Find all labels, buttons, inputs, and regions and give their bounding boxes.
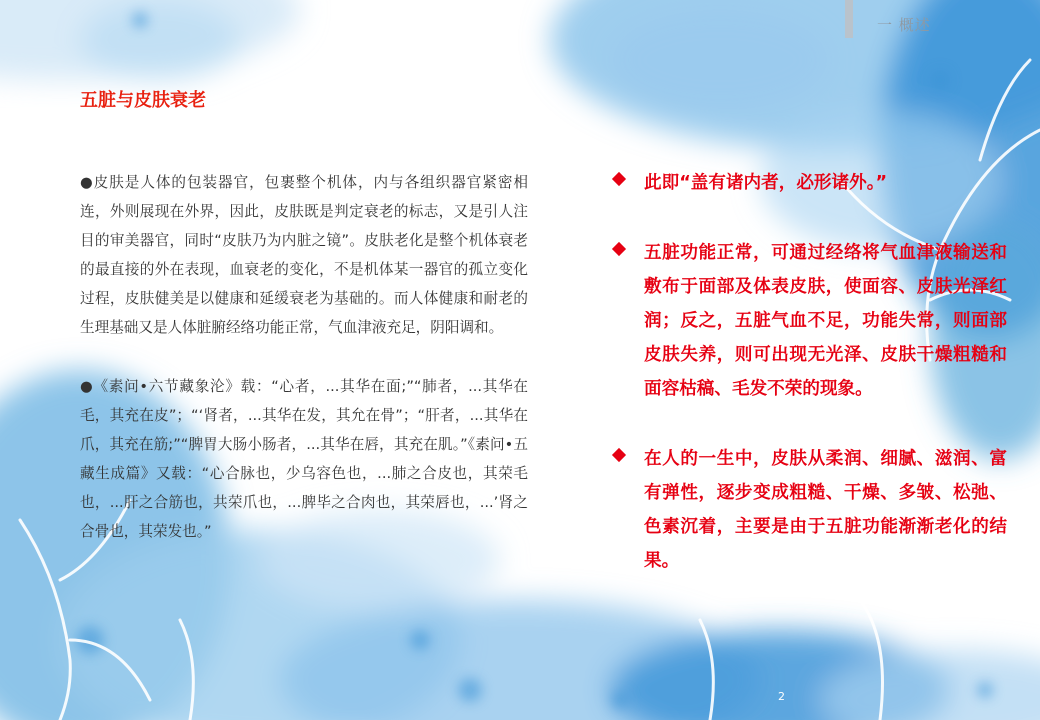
section-tab-bar: [845, 0, 853, 38]
left-column: [80, 168, 528, 576]
right-point-3: [612, 442, 1007, 578]
right-point-1: [612, 166, 1007, 200]
diamond-bullet-icon: [612, 172, 626, 186]
left-paragraph-1: ●皮肤是人体的包装器官，包裹整个机体，内与各组织器官紧密相连，外则展现在外界，因此，皮肤既是判定衰老的标志，又是引人注目的审美器官，同时“皮肤乃为内脏之镜”。皮肤老化是整个机体衰老的最直接的外在表现，血衰老的变化，不是机体某一器官的孤立变化过程，皮肤健美是以健康和延缓衰老为基础的。而人体健康和耐老的生理基础又是人体脏腑经络功能正常，气血津液充足，阴阳调和。: [80, 174, 528, 336]
top-left-watercolor: [0, 0, 300, 80]
page-number: 2: [778, 690, 785, 703]
right-point-text: 此即“盖有诸内者，必形诸外。”: [644, 173, 888, 193]
left-paragraph-2: ●《素问•六节藏象沦》载：“心者，...其华在面;”“肺者，...其华在毛，其充在皮”；“‘肾者，...其华在发，其允在骨”；“肝者，...其华在爪，其充在筋;”“脾胃大肠小肠者，...其华在唇，其充在肌。”《素问•五藏生成篇》又载：“心合脉也，少乌容色也，...肺之合皮也，其荣毛也，...肝之合筋也，共荣爪也，...脾毕之合肉也，其荣唇也，...’肾之合骨也，其荣发也。”: [80, 378, 528, 540]
right-point-2: [612, 236, 1007, 406]
diamond-bullet-icon: [612, 448, 626, 462]
slide-title: 五脏与皮肤衰老: [80, 90, 206, 111]
section-tab: [845, 0, 1040, 38]
right-point-text: 五脏功能正常，可通过经络将气血津液输送和敷布于面部及体表皮肤，使面容、皮肤光泽红润；反之，五脏气血不足，功能失常，则面部皮肤失养，则可出现无光泽、皮肤干燥粗糙和面容枯稿、毛发不荣的现象。: [644, 243, 1007, 399]
diamond-bullet-icon: [612, 242, 626, 256]
right-column: [612, 166, 1007, 614]
right-point-text: 在人的一生中，皮肤从柔润、细腻、滋润、富有弹性，逐步变成粗糙、干燥、多皱、松弛、色素沉着，主要是由于五脏功能渐渐老化的结果。: [644, 449, 1007, 571]
section-label: 一 概述: [877, 16, 931, 34]
